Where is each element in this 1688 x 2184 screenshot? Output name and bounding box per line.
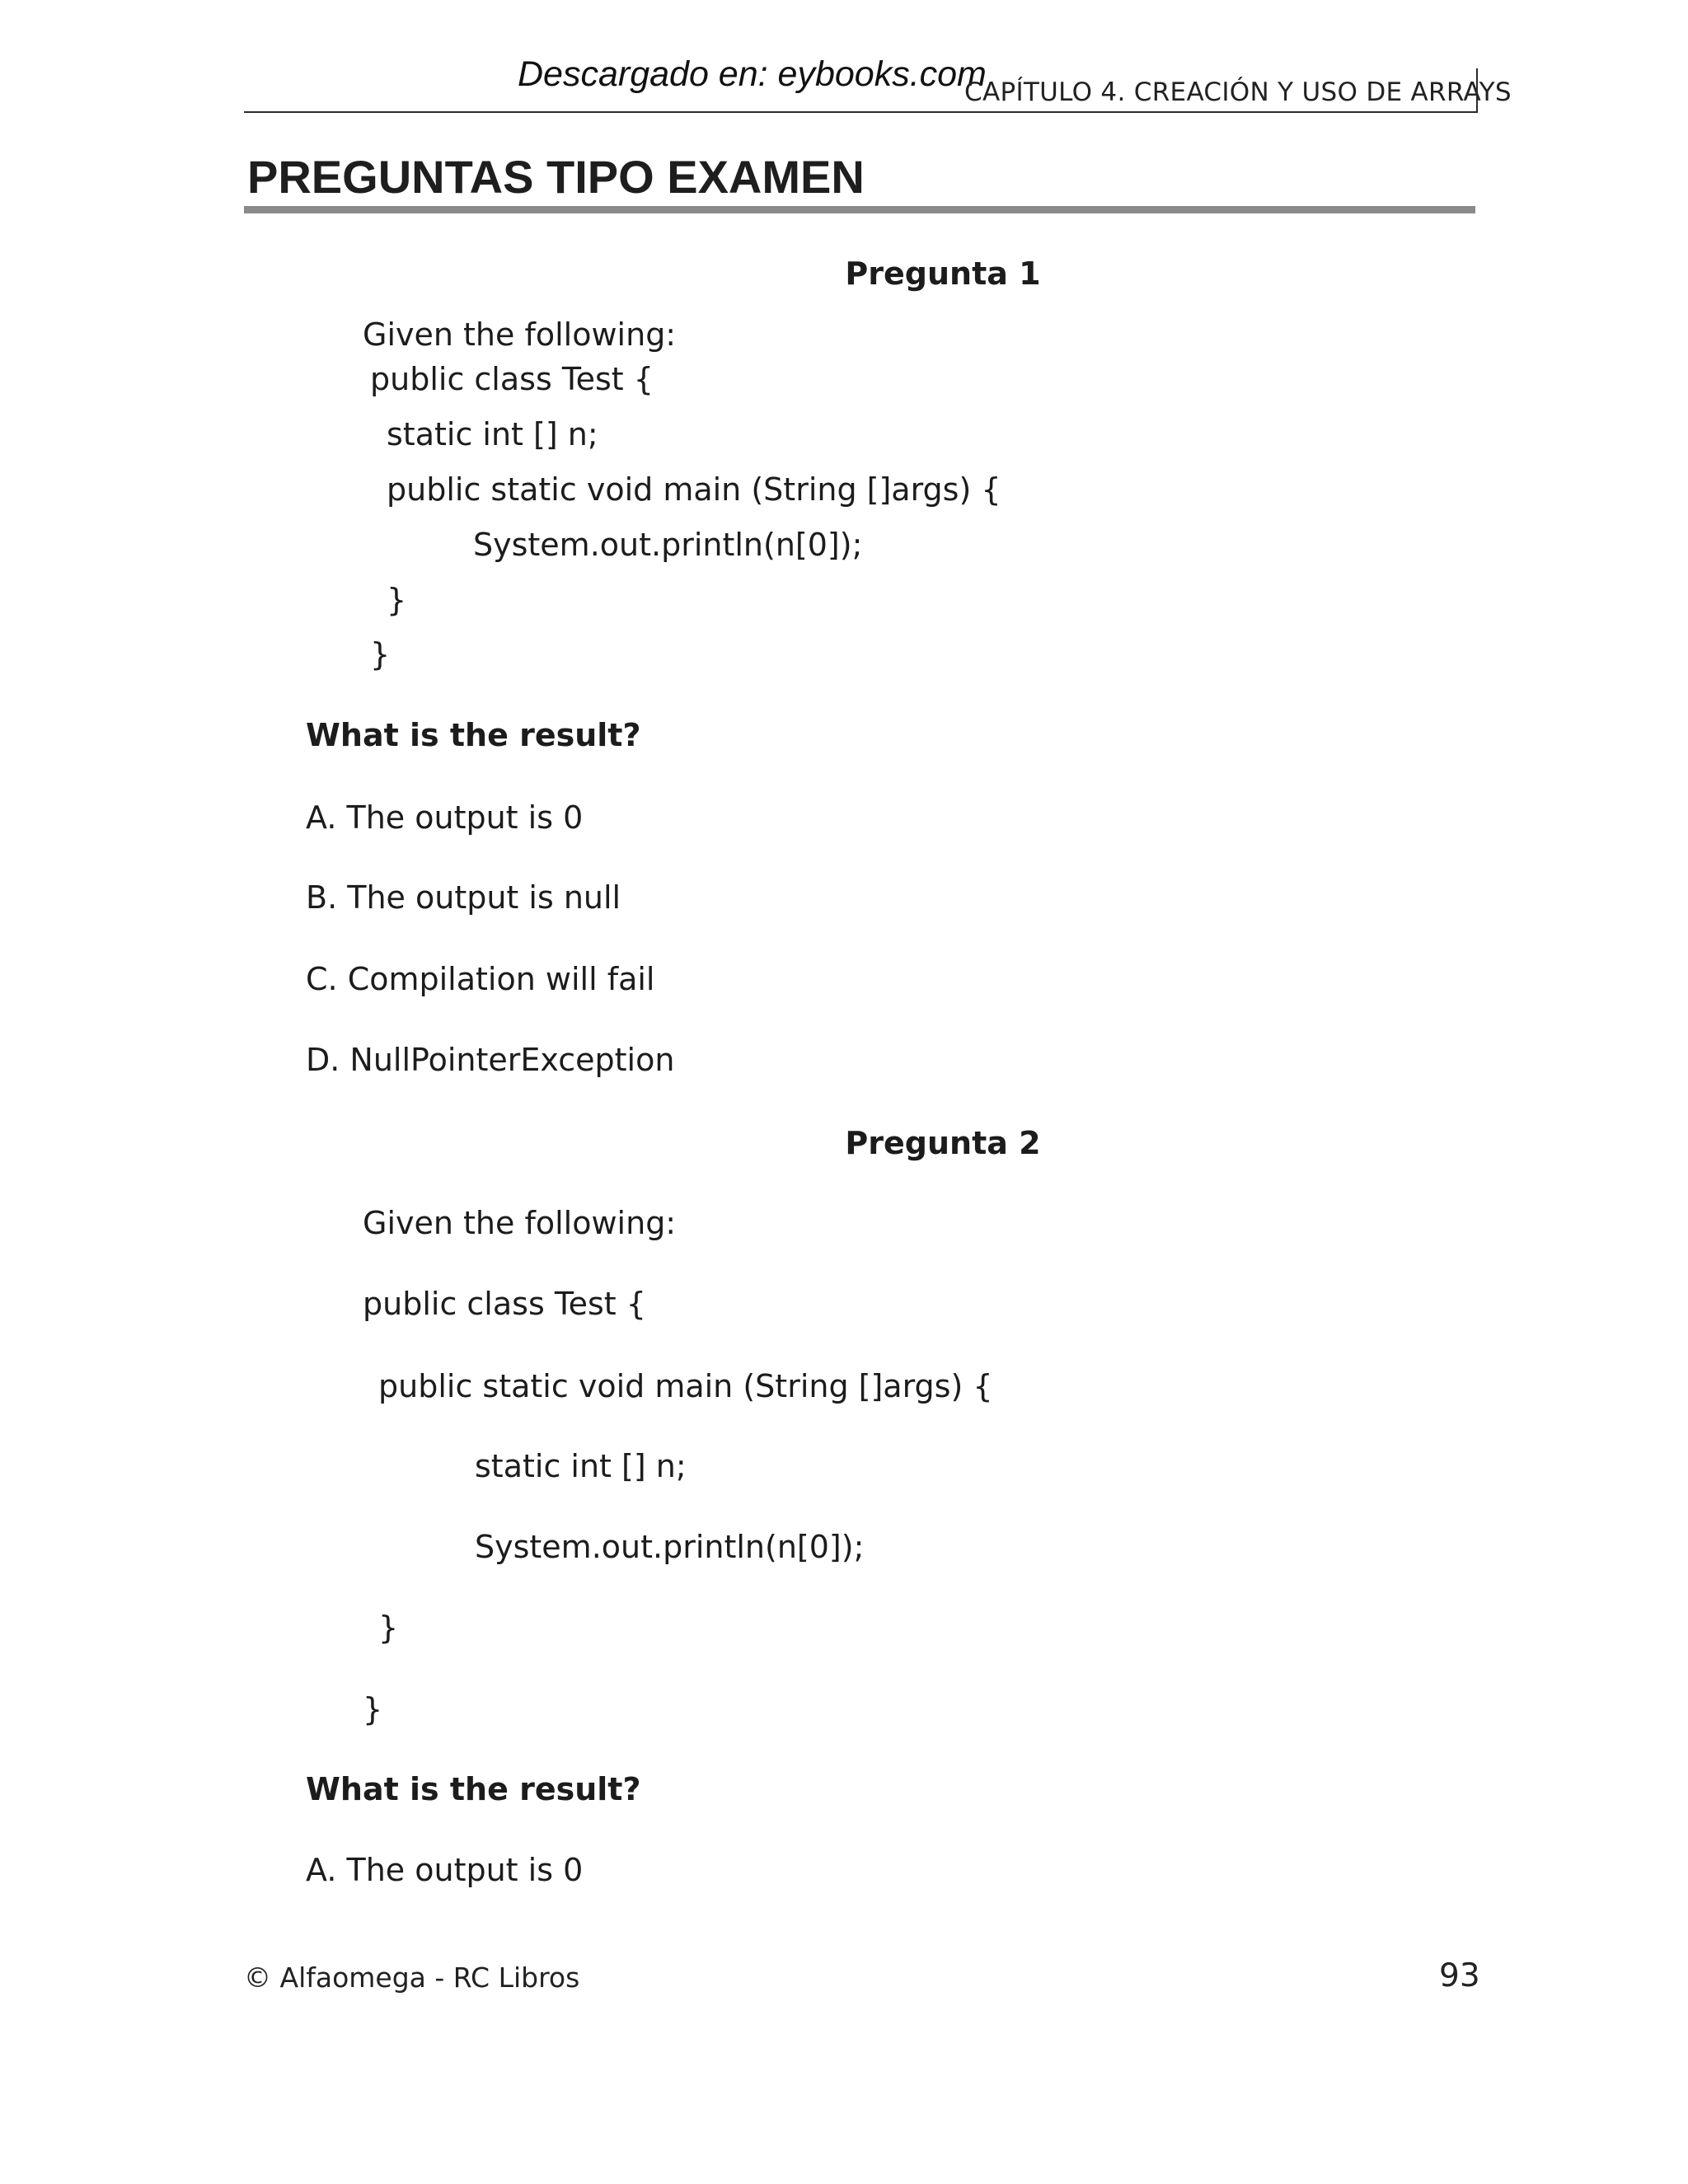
section-title-underline: [244, 206, 1475, 213]
question-2-code-line-1: public class Test {: [363, 1286, 646, 1322]
page-number: 93: [1439, 1957, 1480, 1994]
question-2-option-a: A. The output is 0: [306, 1852, 584, 1888]
question-1-code-line-1: public class Test {: [370, 361, 654, 397]
question-1-code-line-3: public static void main (String []args) {: [387, 471, 1001, 508]
header-rule-tick: [1476, 68, 1478, 113]
chapter-header: CAPÍTULO 4. CREACIÓN Y USO DE ARRAYS: [964, 77, 1512, 107]
question-1-heading: Pregunta 1: [845, 255, 1041, 292]
question-2-prompt: What is the result?: [306, 1771, 641, 1807]
question-2-intro: Given the following:: [363, 1205, 677, 1241]
question-1-option-a: A. The output is 0: [306, 799, 584, 836]
question-2-code-line-5: }: [378, 1610, 399, 1646]
download-watermark: Descargado en: eybooks.com: [518, 54, 987, 94]
question-2-code-line-2: public static void main (String []args) {: [378, 1368, 993, 1404]
question-1-code-line-2: static int [] n;: [387, 416, 598, 452]
section-title: PREGUNTAS TIPO EXAMEN: [247, 151, 865, 203]
question-1-code-line-5: }: [387, 582, 407, 618]
question-2-heading: Pregunta 2: [845, 1125, 1041, 1161]
question-1-prompt: What is the result?: [306, 717, 641, 753]
question-1-intro: Given the following:: [363, 316, 677, 353]
question-1-code-line-6: }: [370, 636, 391, 673]
question-2-code-line-3: static int [] n;: [475, 1448, 687, 1484]
header-rule: [244, 111, 1477, 113]
question-2-code-line-6: }: [363, 1691, 383, 1727]
question-1-option-c: C. Compilation will fail: [306, 961, 655, 997]
footer-copyright: © Alfaomega - RC Libros: [244, 1961, 580, 1994]
question-1-option-d: D. NullPointerException: [306, 1042, 675, 1078]
question-2-code-line-4: System.out.println(n[0]);: [475, 1529, 865, 1565]
question-1-code-line-4: System.out.println(n[0]);: [473, 527, 863, 563]
question-1-option-b: B. The output is null: [306, 879, 621, 916]
